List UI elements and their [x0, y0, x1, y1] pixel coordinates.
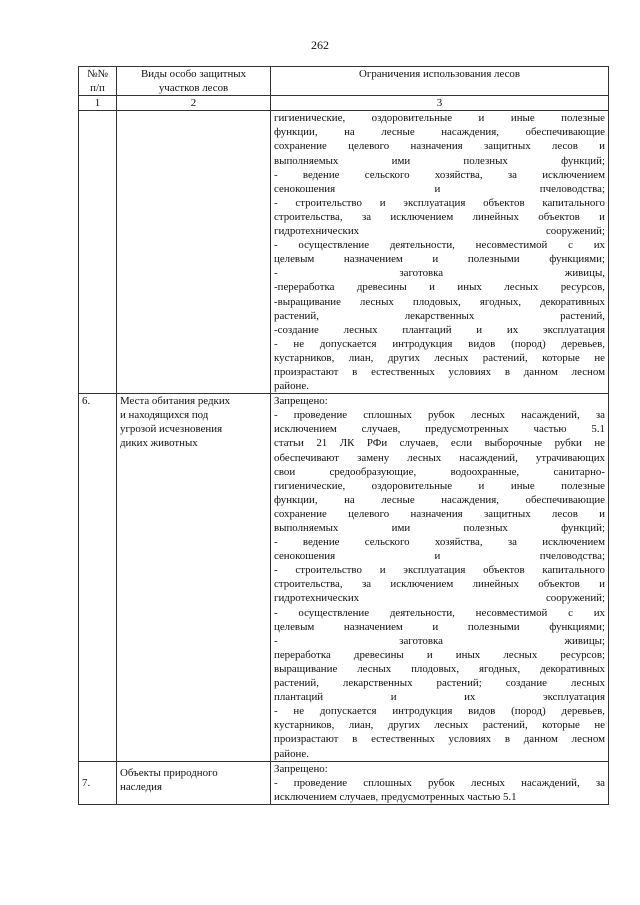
restriction-text-line: сенокошения и пчеловодства; [274, 550, 605, 563]
restriction-text-line: - осуществление деятельности, несовместимой с их [274, 239, 605, 252]
restrictions-table [78, 66, 609, 805]
row-restrictions [271, 394, 609, 761]
row-name [117, 394, 271, 761]
restriction-text-line: выращивание лесных плодовых, ягодных, декоративных [274, 662, 605, 675]
restriction-text-line: произрастают в естественных условиях в данном лесном [274, 365, 605, 378]
restriction-text-line: - не допускается интродукция видов (пород) деревьев, [274, 337, 605, 350]
restriction-text-line: плантаций и их эксплуатация [274, 691, 605, 704]
restriction-text-line: Запрещено: [274, 395, 328, 408]
table-header-row [79, 67, 609, 96]
restriction-text-line: свои средообразующие, водоохранные, санитарно- [274, 465, 605, 478]
restriction-text-line: выполняемых ими полезных функций; [274, 522, 605, 534]
restriction-text-line: растений, лекарственных растений; создание лесных [274, 677, 605, 690]
restriction-text-line: переработка древесины и иных лесных ресурсов; [274, 648, 605, 661]
restriction-text-line: функции, на лесные насаждения, обеспечивающие [274, 493, 605, 506]
row-name-line: диких животных [120, 437, 198, 450]
column-number: 1 [79, 96, 117, 111]
table-row [79, 761, 609, 804]
header-number [79, 67, 117, 96]
restriction-text-line: исключением случаев, предусмотренных частью 5.1 [274, 790, 517, 803]
header-restrictions [271, 67, 609, 96]
restriction-text-line: сенокошения и пчеловодства; [274, 182, 605, 195]
restriction-text-line: выполняемых ими полезных функций; [274, 154, 605, 167]
restriction-text-line: - проведение сплошных рубок лесных насаждений, за [274, 776, 605, 789]
restriction-text-line: - осуществление деятельности, несовместимой с их [274, 606, 605, 619]
restriction-text-line: - ведение сельского хозяйства, за исключением [274, 168, 605, 181]
restriction-text-line: - строительство и эксплуатация объектов капитального [274, 564, 605, 577]
row-restrictions [271, 761, 609, 804]
table-row [79, 111, 609, 394]
restriction-text-line: -переработка древесины и иных лесных ресурсов, [274, 281, 605, 294]
row-name-line: Объекты природного [120, 766, 218, 779]
restriction-text-line: целевым назначением и полезными функциями; [274, 253, 605, 266]
row-name [117, 111, 271, 394]
restriction-text-line: гидротехнических сооружений; [274, 225, 605, 238]
restriction-text-line: районе. [274, 747, 309, 760]
restriction-text-line: целевым назначением и полезными функциями; [274, 620, 605, 633]
header-restrictions-line: Ограничения использования лесов [358, 68, 521, 80]
restriction-text-line: - проведение сплошных рубок лесных насаждений, за [274, 409, 605, 422]
restriction-text-line: кустарников, лиан, других лесных растений, которые не [274, 351, 605, 364]
restriction-text-line: гигиенические, оздоровительные и иные полезные [274, 112, 605, 125]
restriction-text-line: сохранение целевого назначения защитных лесов и [274, 507, 605, 520]
restriction-text-line: районе. [274, 380, 309, 393]
restriction-text-line: строительства, за исключением линейных объектов и [274, 210, 605, 223]
header-number-line: №№ [87, 68, 108, 80]
restriction-text-line: произрастают в естественных условиях в данном лесном [274, 733, 605, 746]
restriction-text-line: исключением случаев, предусмотренных частью 5.1 [274, 423, 605, 436]
header-type-line: участков лесов [158, 82, 229, 95]
header-number-line: п/п [90, 82, 105, 95]
restriction-text-line: -создание лесных плантаций и их эксплуатация [274, 323, 605, 336]
column-number-row [79, 96, 609, 111]
restriction-text-line: функции, на лесные насаждения, обеспечивающие [274, 126, 605, 139]
header-type [117, 67, 271, 96]
column-number: 2 [117, 96, 271, 111]
row-name-line: угрозой исчезновения [120, 423, 223, 436]
restriction-text-line: - не допускается интродукция видов (пород) деревьев, [274, 705, 605, 718]
restriction-text-line: Запрещено: [274, 762, 328, 775]
page-number: 262 [311, 38, 329, 52]
row-name-line: наследия [120, 780, 162, 793]
row-name [117, 761, 271, 804]
restriction-text-line: сохранение целевого назначения защитных лесов и [274, 140, 605, 153]
column-number: 3 [271, 96, 609, 111]
restriction-text-line: гигиенические, оздоровительные и иные полезные [274, 479, 605, 492]
restriction-text-line: - ведение сельского хозяйства, за исключением [274, 536, 605, 549]
restriction-text-line: - строительство и эксплуатация объектов капитального [274, 196, 605, 209]
row-restrictions [271, 111, 609, 394]
restriction-text-line: строительства, за исключением линейных объектов и [274, 578, 605, 591]
row-name-line: Места обитания редких [120, 395, 231, 408]
restriction-text-line: кустарников, лиан, других лесных растений, которые не [274, 719, 605, 732]
restriction-text-line: статьи 21 ЛК РФи случаев, если выборочные рубки не [274, 437, 605, 450]
row-number [79, 111, 117, 394]
row-number: 7. [79, 761, 117, 804]
restriction-text-line: растений, лекарственных растений, [274, 309, 605, 322]
restriction-text-line: гидротехнических сооружений; [274, 592, 605, 605]
restriction-text-line: - заготовка живицы; [274, 634, 605, 647]
header-type-line: Виды особо защитных [140, 68, 247, 80]
restriction-text-line: - заготовка живицы, [274, 267, 605, 280]
table-row [79, 394, 609, 761]
restriction-text-line: -выращивание лесных плодовых, ягодных, декоративных [274, 295, 605, 308]
row-name-line: и находящихся под [120, 409, 209, 422]
row-number: 6. [79, 394, 117, 761]
restriction-text-line: обеспечивают замену лесных насаждений, утрачивающих [274, 451, 605, 464]
